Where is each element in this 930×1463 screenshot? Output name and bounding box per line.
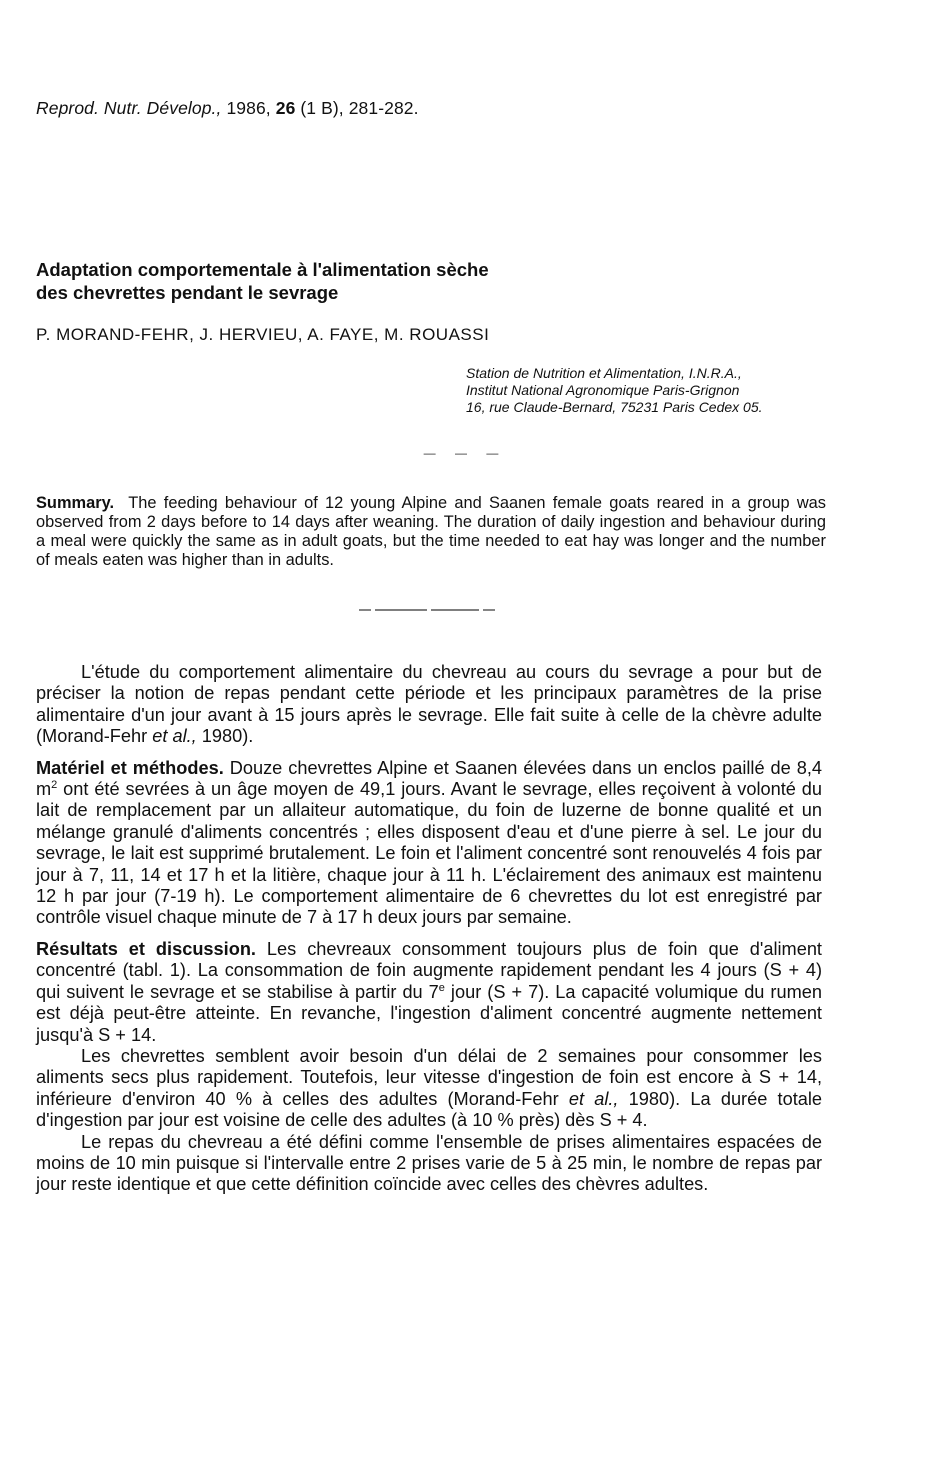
body-text bbox=[36, 662, 822, 1196]
methods-text: Douze chevrettes Alpine et Saanen élevées dans un enclos paillé de 8,4 m bbox=[36, 757, 822, 800]
summary-label: Summary. bbox=[36, 494, 115, 512]
results-superscript: e bbox=[438, 981, 445, 994]
article-title bbox=[36, 258, 736, 304]
summary-paragraph bbox=[36, 494, 826, 570]
affiliation bbox=[466, 365, 763, 416]
paragraph-2-text: Les chevrettes semblent avoir besoin d'un délai de 2 semaines pour consommer les aliments secs plus rapidement. Toutefois, leur vitesse d'ingestion de foin est encore à S + 14, inférieure d'environ 40 % à celles des adultes (Morand-Fehr bbox=[36, 1045, 822, 1109]
paragraph-2-etal: et al., bbox=[568, 1088, 619, 1109]
separator-rule bbox=[357, 604, 497, 616]
paragraph-2 bbox=[36, 1046, 822, 1132]
intro-etal: et al., bbox=[152, 726, 197, 747]
title-line-2: des chevrettes pendant le sevrage bbox=[36, 282, 339, 303]
summary-text: The feeding behaviour of 12 young Alpine and Saanen female goats reared in a group was observed from 2 days before to 14 days after weaning. The duration of daily ingestion and behaviour during a meal were quickly the same as in adult goats, but the time needed to eat hay was longer and the number of meals eaten was higher than in adults. bbox=[36, 494, 826, 569]
paragraph-3: Le repas du chevreau a été défini comme l'ensemble de prises alimentaires espacées de moins de 10 min puisque si l'intervalle entre 2 prises varie de 5 à 25 min, le nombre de repas par jour reste identique et que cette définition coïncide avec celles des chèvres adultes. bbox=[36, 1131, 822, 1195]
results-text-end: jour (S + 7). La capacité volumique du rumen est déjà peut-être atteinte. En revanche, l'ingestion d'aliment concentré augmente nettement jusqu'à S + 14. bbox=[36, 981, 822, 1045]
intro-text: L'étude du comportement alimentaire du chevreau au cours du sevrage a pour but de préciser la notion de repas pendant cette période et les principaux paramètres de la prise alimentaire d'un jour avant à 15 jours après le sevrage. Elle fait suite à celle de la chèvre adulte (Morand-Fehr bbox=[36, 662, 822, 747]
year: 1986, bbox=[226, 98, 271, 118]
intro-text-end: 1980). bbox=[196, 726, 254, 747]
volume: 26 bbox=[275, 98, 296, 118]
journal-name: Reprod. Nutr. Dévelop., bbox=[36, 98, 222, 118]
methods-paragraph bbox=[36, 758, 822, 929]
citation-line bbox=[36, 98, 419, 119]
affiliation-line-3: 16, rue Claude-Bernard, 75231 Paris Cedex 05. bbox=[466, 399, 763, 415]
paragraph-2-text-end: 1980). La durée totale d'ingestion par jour est voisine de celle des adultes (à 10 % près) dès S + 4. bbox=[36, 1088, 823, 1131]
issue-pages: (1 B), 281-282. bbox=[300, 98, 419, 118]
intro-paragraph bbox=[36, 662, 822, 748]
results-text: Les chevreaux consomment toujours plus de foin que d'aliment concentré (tabl. 1). La consommation de foin augmente rapidement pendant les 4 jours (S + 4) qui suivent le sevrage et se stabilise à partir du 7 bbox=[36, 938, 822, 1002]
authors: P. MORAND-FEHR, J. HERVIEU, A. FAYE, M. ROUASSI bbox=[36, 325, 490, 344]
methods-label: Matériel et méthodes. bbox=[36, 757, 224, 778]
results-label: Résultats et discussion. bbox=[36, 938, 256, 959]
affiliation-line-2: Institut National Agronomique Paris-Grignon bbox=[466, 382, 740, 398]
methods-text-end: ont été sevrées à un âge moyen de 49,1 jours. Avant le sevrage, elles reçoivent à volonté du lait de remplacement par un allaiteur automatique, du foin de luzerne de bonne qualité et un mélange granulé d'aliments concentrés ; elles disposent d'eau et d'une pierre à sel. Le jour du sevrage, le lait est supprimé brutalement. Le foin et l'aliment concentré sont renouvelés 4 fois par jour à 7, 11, 14 et 17 h et la litière, chaque jour à 11 h. L'éclairement des animaux est maintenu 12 h par jour (7-19 h). Le comportement alimentaire de 6 chevrettes du lot est enregistré par contrôle visuel chaque minute de 7 à 17 h deux jours par semaine. bbox=[36, 779, 822, 928]
title-line-1: Adaptation comportementale à l'alimentation sèche bbox=[36, 259, 489, 280]
separator-dashes: — — — bbox=[423, 446, 507, 460]
methods-superscript: 2 bbox=[51, 778, 58, 791]
results-paragraph bbox=[36, 939, 822, 1046]
affiliation-line-1: Station de Nutrition et Alimentation, I.N.R.A., bbox=[466, 365, 742, 381]
